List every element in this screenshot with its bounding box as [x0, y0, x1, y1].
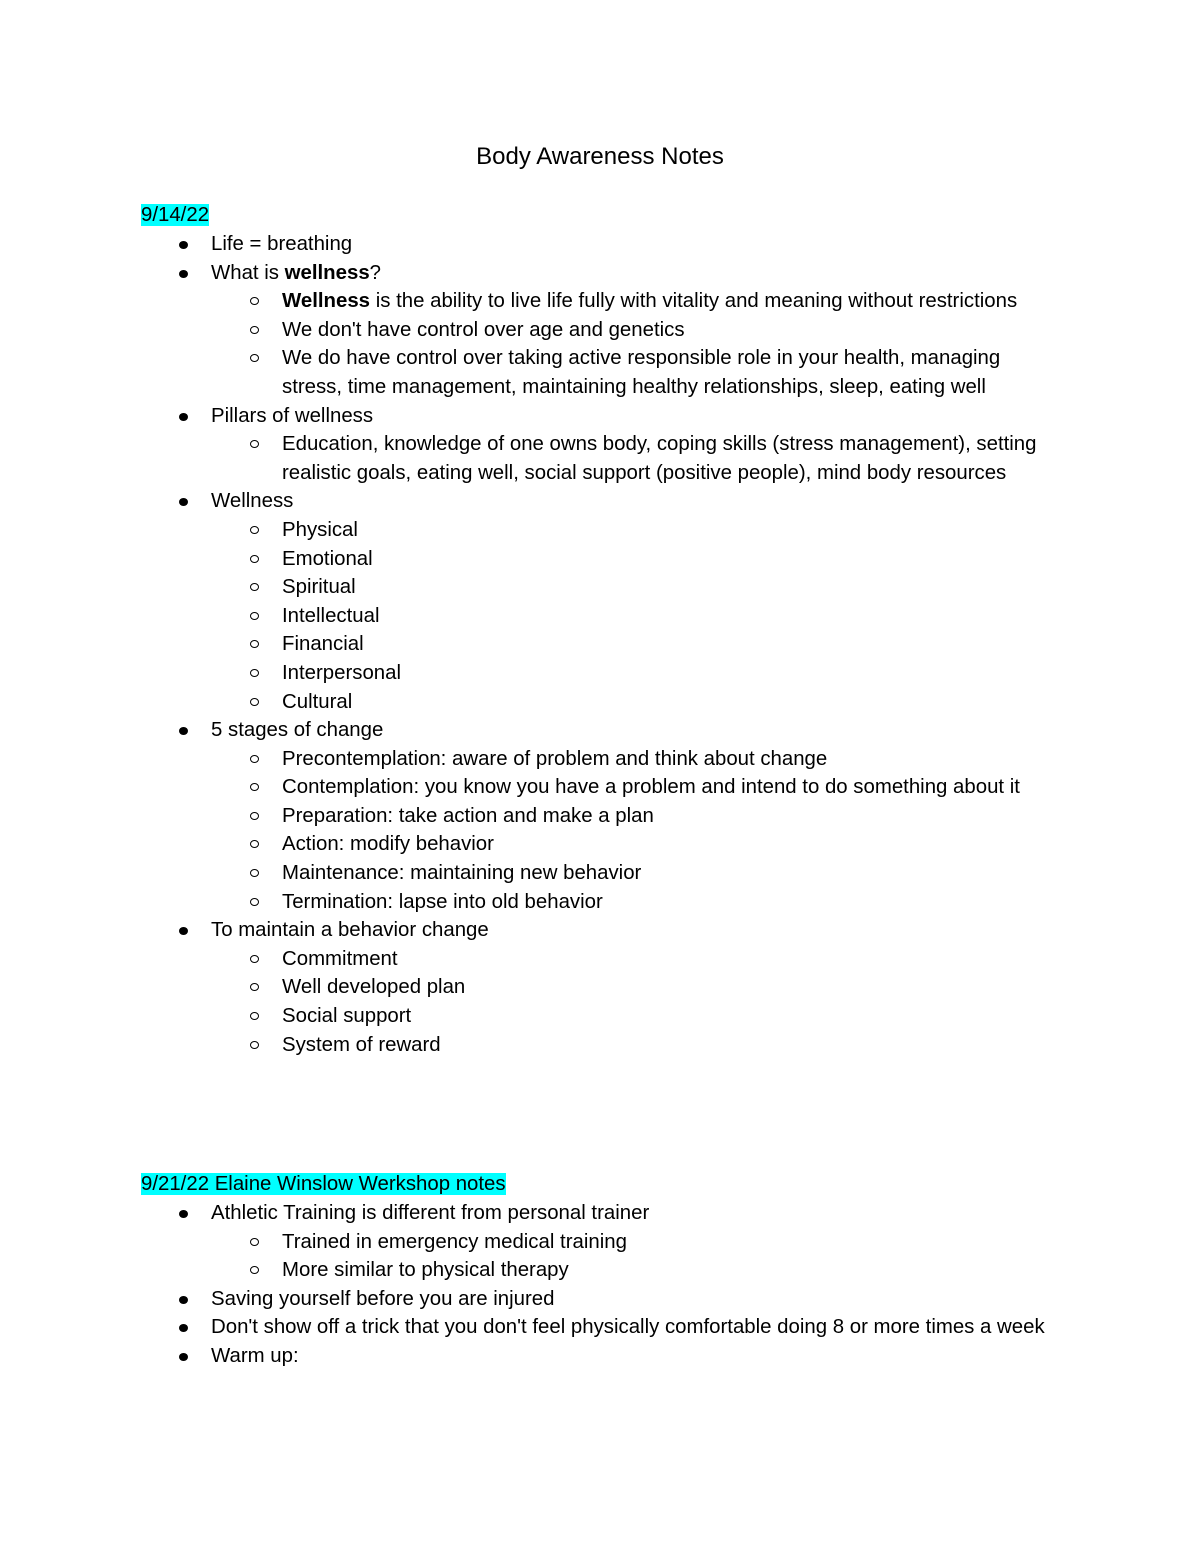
circle-bullet-icon — [250, 297, 259, 305]
circle-bullet-icon — [250, 612, 259, 620]
list-item — [141, 659, 1061, 688]
list-item-text: ? — [369, 261, 382, 284]
circle-bullet-icon — [250, 440, 259, 448]
disc-bullet-icon — [179, 927, 188, 935]
section-2022-09-21-workshop — [141, 1170, 1061, 1371]
list-item — [141, 602, 1061, 631]
list-item — [141, 688, 1061, 717]
list-item-text: More similar to physical therapy — [282, 1259, 569, 1282]
circle-bullet-icon — [250, 326, 259, 334]
circle-bullet-icon — [250, 812, 259, 820]
list-item-text: Social support — [282, 1005, 412, 1028]
disc-bullet-icon — [179, 241, 188, 249]
list-item — [141, 1002, 1061, 1031]
list-item — [141, 945, 1061, 974]
list-item-text: Trained in emergency medical training — [282, 1230, 627, 1253]
list-item — [141, 402, 1061, 431]
circle-bullet-icon — [250, 869, 259, 877]
list-item-text: Don't show off a trick that you don't feel physically comfortable doing 8 or more times a week — [211, 1316, 1045, 1339]
circle-bullet-icon — [250, 783, 259, 791]
bold-term: Wellness — [282, 290, 371, 313]
section-2022-09-14 — [141, 201, 1061, 1059]
circle-bullet-icon — [250, 1012, 259, 1020]
list-item-text: Emotional — [282, 547, 373, 570]
list-item-text: What is — [211, 261, 285, 284]
list-item — [141, 830, 1061, 859]
list-item — [141, 888, 1061, 917]
circle-bullet-icon — [250, 1266, 259, 1274]
list-item-text: Preparation: take action and make a plan — [282, 804, 654, 827]
list-item — [141, 487, 1061, 516]
list-item-text: Wellness — [211, 490, 294, 513]
list-item-text: Warm up: — [211, 1344, 299, 1367]
disc-bullet-icon — [179, 1353, 188, 1361]
list-item — [141, 1342, 1061, 1371]
circle-bullet-icon — [250, 955, 259, 963]
notes-list — [141, 1199, 1061, 1371]
list-item-text: We do have control over taking active responsible role in your health, managing stress, time management, maintaining healthy relationships, sleep, eating well — [282, 347, 1001, 398]
list-item — [141, 573, 1061, 602]
list-item — [141, 802, 1061, 831]
list-item-text: Contemplation: you know you have a problem and intend to do something about it — [282, 776, 1020, 799]
circle-bullet-icon — [250, 669, 259, 677]
list-item — [141, 259, 1061, 288]
list-item-text: is the ability to live life fully with vitality and meaning without restrictions — [370, 290, 1018, 313]
document-title: Body Awareness Notes — [476, 143, 724, 170]
highlighted-date: 9/21/22 Elaine Winslow Werkshop notes — [141, 1173, 506, 1195]
section-heading — [141, 201, 1061, 230]
list-item — [141, 545, 1061, 574]
circle-bullet-icon — [250, 583, 259, 591]
list-item-text: Interpersonal — [282, 661, 402, 684]
list-item — [141, 1285, 1061, 1314]
list-item-text: Life = breathing — [211, 233, 353, 255]
circle-bullet-icon — [250, 354, 259, 362]
list-item-text: Saving yourself before you are injured — [211, 1287, 555, 1310]
circle-bullet-icon — [250, 555, 259, 563]
disc-bullet-icon — [179, 498, 188, 506]
list-item-text: Pillars of wellness — [211, 404, 374, 427]
disc-bullet-icon — [179, 270, 188, 278]
list-item-text: Athletic Training is different from personal trainer — [211, 1202, 650, 1224]
circle-bullet-icon — [250, 640, 259, 648]
list-item-text: Cultural — [282, 690, 353, 713]
list-item-text: Well developed plan — [282, 976, 466, 999]
list-item — [141, 516, 1061, 545]
circle-bullet-icon — [250, 983, 259, 991]
circle-bullet-icon — [250, 755, 259, 763]
circle-bullet-icon — [250, 526, 259, 534]
list-item-text: Action: modify behavior — [282, 833, 494, 856]
list-item-text: Termination: lapse into old behavior — [282, 890, 603, 913]
disc-bullet-icon — [179, 1296, 188, 1304]
list-item-text: Physical — [282, 518, 358, 541]
notes-list — [141, 230, 1061, 1059]
list-item — [141, 916, 1061, 945]
circle-bullet-icon — [250, 1041, 259, 1049]
list-item-text: We don't have control over age and genetics — [282, 318, 685, 341]
list-item — [141, 773, 1061, 802]
list-item — [141, 1199, 1061, 1228]
list-item-text: System of reward — [282, 1033, 441, 1056]
list-item — [141, 1313, 1061, 1342]
bold-term: wellness — [284, 261, 370, 284]
list-item — [141, 430, 1061, 487]
list-item-text: Maintenance: maintaining new behavior — [282, 862, 642, 885]
list-item-text: Education, knowledge of one owns body, coping skills (stress management), setting realistic goals, eating well, social support (positive people), mind body resources — [282, 433, 1037, 484]
disc-bullet-icon — [179, 1324, 188, 1332]
disc-bullet-icon — [179, 413, 188, 421]
list-item — [141, 716, 1061, 745]
highlighted-date: 9/14/22 — [141, 204, 210, 226]
circle-bullet-icon — [250, 898, 259, 906]
list-item-text: Spiritual — [282, 576, 356, 599]
circle-bullet-icon — [250, 1238, 259, 1246]
disc-bullet-icon — [179, 727, 188, 735]
list-item-text: Financial — [282, 633, 364, 656]
list-item-text: To maintain a behavior change — [211, 919, 489, 942]
list-item-text: Intellectual — [282, 604, 380, 627]
circle-bullet-icon — [250, 698, 259, 706]
list-item — [141, 1256, 1061, 1285]
list-item — [141, 230, 1061, 259]
list-item-text: Commitment — [282, 947, 398, 970]
list-item — [141, 344, 1061, 401]
list-item — [141, 1031, 1061, 1060]
list-item — [141, 287, 1061, 316]
disc-bullet-icon — [179, 1210, 188, 1218]
list-item — [141, 316, 1061, 345]
list-item — [141, 973, 1061, 1002]
list-item — [141, 859, 1061, 888]
list-item — [141, 745, 1061, 774]
section-heading — [141, 1170, 1061, 1199]
list-item-text: Precontemplation: aware of problem and think about change — [282, 747, 828, 770]
list-item — [141, 1228, 1061, 1257]
list-item-text: 5 stages of change — [211, 719, 384, 742]
circle-bullet-icon — [250, 840, 259, 848]
list-item — [141, 630, 1061, 659]
